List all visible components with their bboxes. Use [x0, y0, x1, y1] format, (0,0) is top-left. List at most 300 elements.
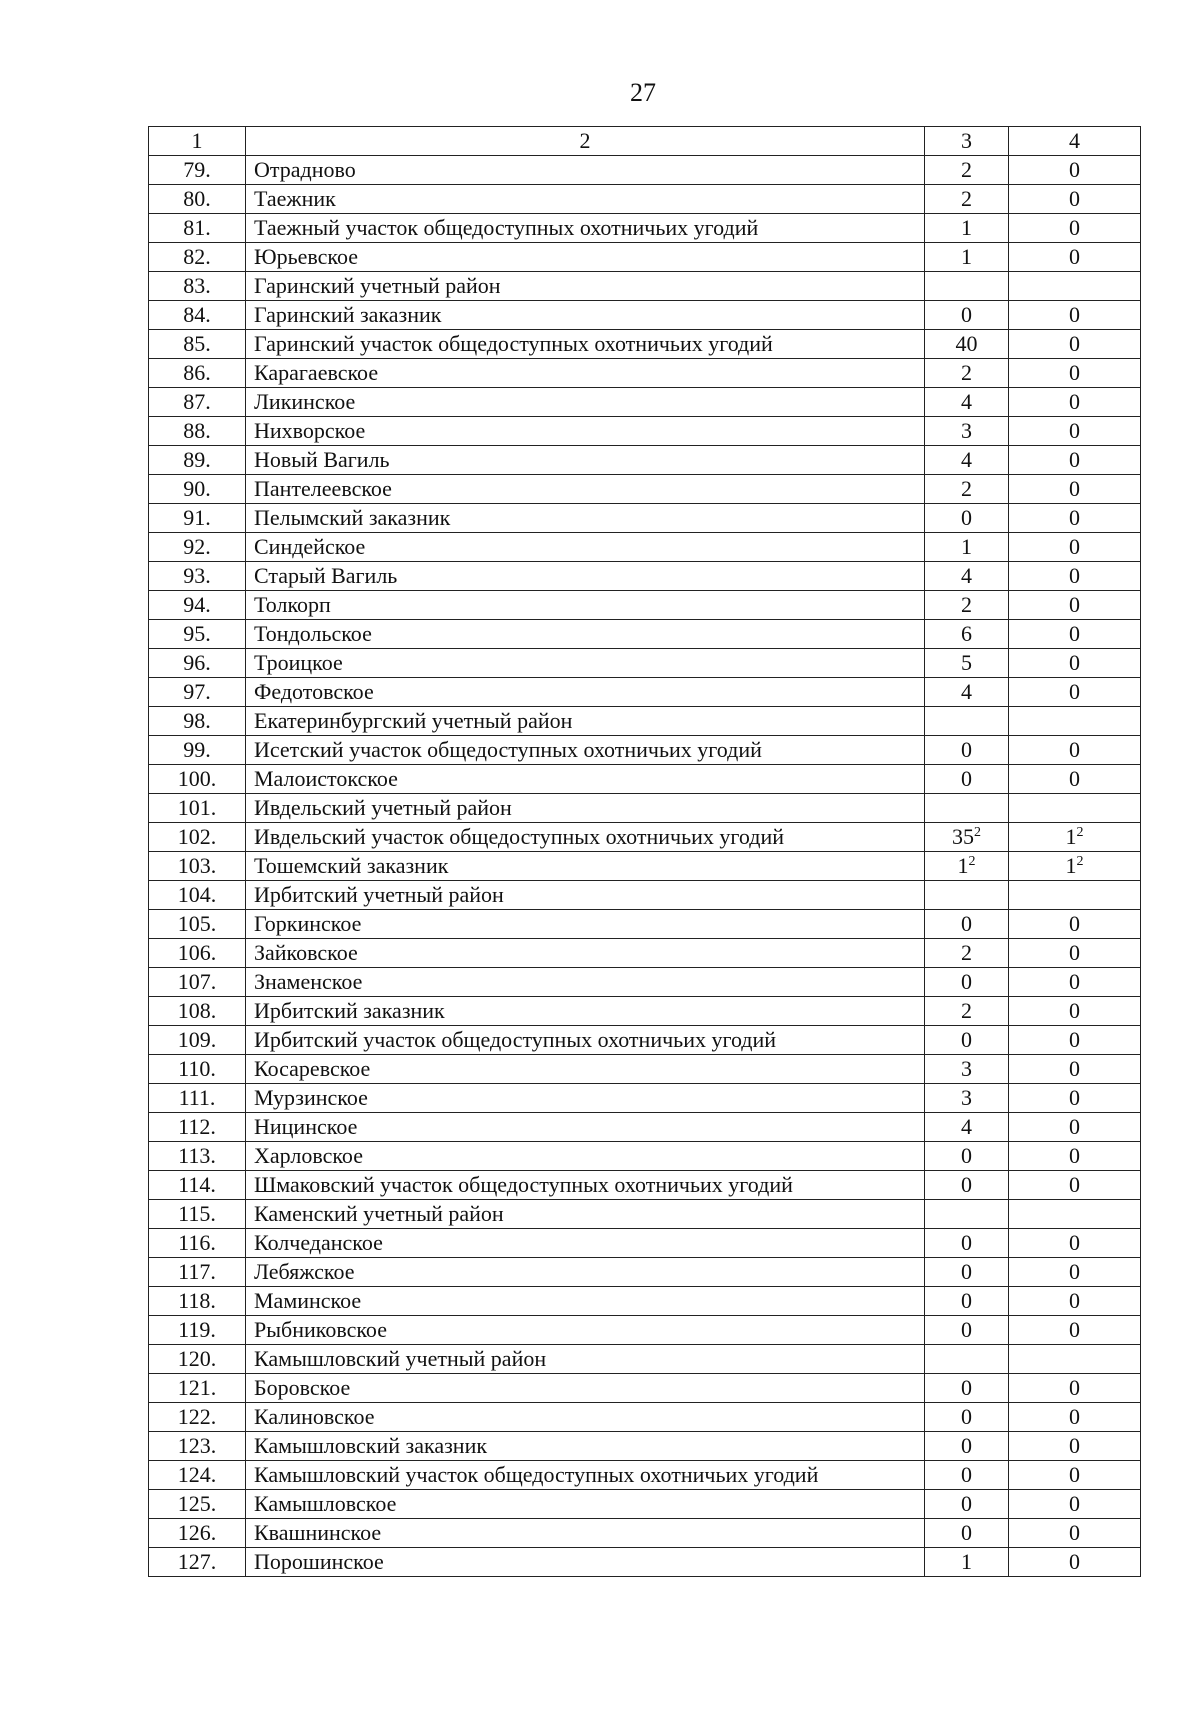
- row-number-cell-value: 116.: [178, 1230, 216, 1255]
- row-col4-cell: [1009, 1142, 1141, 1171]
- row-name-cell: [246, 533, 925, 562]
- row-number-cell-value: 91.: [183, 505, 211, 530]
- table-row: [149, 736, 1141, 765]
- header-col-3: 3: [925, 127, 1009, 156]
- row-name-cell-value: Малоистокское: [254, 766, 398, 791]
- row-name-cell: [246, 446, 925, 475]
- row-number-cell-value: 117.: [178, 1259, 216, 1284]
- row-col3-cell-value: 0: [961, 1462, 972, 1487]
- row-col4-cell: [1009, 1374, 1141, 1403]
- row-name-cell: [246, 272, 925, 301]
- row-col3-cell: [925, 446, 1009, 475]
- row-col4-cell: [1009, 678, 1141, 707]
- row-number-cell: [149, 330, 246, 359]
- row-col3-cell: [925, 1461, 1009, 1490]
- row-number-cell-value: 80.: [183, 186, 211, 211]
- row-name-cell-value: Пантелеевское: [254, 476, 392, 501]
- row-col4-cell: [1009, 852, 1141, 881]
- row-name-cell: [246, 1490, 925, 1519]
- row-number-cell-value: 84.: [183, 302, 211, 327]
- row-name-cell-value: Екатеринбургский учетный район: [254, 708, 573, 733]
- row-number-cell: [149, 1287, 246, 1316]
- row-col4-cell: [1009, 359, 1141, 388]
- row-col4-cell-value: 0: [1069, 302, 1080, 327]
- row-name-cell: [246, 939, 925, 968]
- row-col4-cell-value: 0: [1069, 969, 1080, 994]
- row-col4-cell-value: 0: [1069, 1143, 1080, 1168]
- row-name-cell: [246, 765, 925, 794]
- table-row: [149, 1490, 1141, 1519]
- header-col-1: 1: [149, 127, 246, 156]
- row-col4-cell-value: 0: [1069, 998, 1080, 1023]
- table-row: [149, 1374, 1141, 1403]
- row-col3-cell-value: 0: [961, 737, 972, 762]
- header-col-4: 4: [1009, 127, 1141, 156]
- row-col4-cell-value: 0: [1069, 766, 1080, 791]
- page-number: 27: [630, 78, 656, 107]
- table-row: [149, 272, 1141, 301]
- row-col4-cell: [1009, 1316, 1141, 1345]
- row-col3-cell: [925, 968, 1009, 997]
- row-name-cell: [246, 1519, 925, 1548]
- row-number-cell-value: 97.: [183, 679, 211, 704]
- row-col3-cell: [925, 1432, 1009, 1461]
- row-col3-cell: [925, 794, 1009, 823]
- table-row: [149, 214, 1141, 243]
- row-name-cell-value: Новый Вагиль: [254, 447, 390, 472]
- row-col4-cell: [1009, 301, 1141, 330]
- row-col3-cell-value: 0: [961, 969, 972, 994]
- row-number-cell-value: 115.: [178, 1201, 216, 1226]
- row-number-cell-value: 79.: [183, 157, 211, 182]
- row-col4-cell-value: 0: [1069, 1549, 1080, 1574]
- row-name-cell: [246, 997, 925, 1026]
- row-col4-cell-value: 0: [1069, 1027, 1080, 1052]
- row-number-cell: [149, 939, 246, 968]
- row-name-cell: [246, 504, 925, 533]
- row-col4-cell: [1009, 1432, 1141, 1461]
- row-col4-cell: [1009, 214, 1141, 243]
- row-col4-cell: [1009, 1403, 1141, 1432]
- table-row: [149, 185, 1141, 214]
- row-col3-cell-value: 4: [961, 447, 972, 472]
- row-col3-cell: [925, 910, 1009, 939]
- row-name-cell: [246, 1345, 925, 1374]
- row-col3-cell: [925, 765, 1009, 794]
- row-col3-cell-value: 1: [961, 244, 972, 269]
- row-col3-cell: [925, 1113, 1009, 1142]
- row-col4-cell: [1009, 156, 1141, 185]
- row-col3-cell-value: 0: [961, 1433, 972, 1458]
- row-name-cell: [246, 678, 925, 707]
- row-col3-cell: [925, 1287, 1009, 1316]
- row-col3-cell: [925, 707, 1009, 736]
- row-number-cell-value: 99.: [183, 737, 211, 762]
- row-number-cell-value: 90.: [183, 476, 211, 501]
- row-name-cell-value: Гаринский участок общедоступных охотничьих угодий: [254, 331, 773, 356]
- row-number-cell-value: 107.: [177, 969, 217, 994]
- row-number-cell-value: 98.: [183, 708, 211, 733]
- row-number-cell-value: 114.: [178, 1172, 216, 1197]
- row-number-cell: [149, 1432, 246, 1461]
- row-col4-cell-value: 0: [1069, 1317, 1080, 1342]
- row-col4-cell-value: 0: [1069, 1375, 1080, 1400]
- row-number-cell: [149, 1026, 246, 1055]
- footnote-mark: 2: [974, 825, 981, 840]
- row-col4-cell: [1009, 1548, 1141, 1577]
- footnote-mark: 2: [1076, 854, 1084, 869]
- row-number-cell: [149, 881, 246, 910]
- row-col4-cell: [1009, 997, 1141, 1026]
- row-col4-cell: [1009, 1345, 1141, 1374]
- row-number-cell: [149, 417, 246, 446]
- row-name-cell: [246, 968, 925, 997]
- row-number-cell: [149, 1200, 246, 1229]
- row-col3-cell: [925, 852, 1009, 881]
- row-number-cell: [149, 1374, 246, 1403]
- row-col3-cell-value: 0: [961, 766, 972, 791]
- row-col3-cell-value: 3: [961, 418, 972, 443]
- row-number-cell: [149, 243, 246, 272]
- row-number-cell-value: 123.: [177, 1433, 217, 1458]
- row-col3-cell-value: 40: [955, 331, 978, 356]
- row-name-cell-value: Троицкое: [254, 650, 343, 675]
- row-col4-cell: [1009, 1171, 1141, 1200]
- row-name-cell-value: Мурзинское: [254, 1085, 368, 1110]
- row-name-cell: [246, 1171, 925, 1200]
- row-number-cell-value: 101.: [177, 795, 217, 820]
- row-number-cell: [149, 562, 246, 591]
- row-col3-cell-value: 0: [961, 1375, 972, 1400]
- table-row: [149, 1055, 1141, 1084]
- row-name-cell-value: Ирбитский заказник: [254, 998, 445, 1023]
- table-row: [149, 1142, 1141, 1171]
- row-name-cell-value: Маминское: [254, 1288, 362, 1313]
- row-number-cell: [149, 1316, 246, 1345]
- row-number-cell-value: 118.: [178, 1288, 216, 1313]
- row-col4-cell-value: 0: [1069, 360, 1080, 385]
- row-col4-cell-value: 0: [1069, 331, 1080, 356]
- row-col4-cell-value: 0: [1069, 505, 1080, 530]
- row-number-cell-value: 87.: [183, 389, 211, 414]
- row-col3-cell: [925, 1200, 1009, 1229]
- row-col4-cell: [1009, 446, 1141, 475]
- table-body: [149, 127, 1141, 1577]
- row-number-cell-value: 82.: [183, 244, 211, 269]
- row-number-cell: [149, 185, 246, 214]
- row-name-cell: [246, 736, 925, 765]
- row-number-cell-value: 105.: [177, 911, 217, 936]
- row-col4-cell: [1009, 794, 1141, 823]
- table-row: [149, 1519, 1141, 1548]
- row-col3-cell-value: 6: [961, 621, 972, 646]
- row-col3-cell-value: 0: [961, 1404, 972, 1429]
- row-col3-cell-value: 3: [961, 1085, 972, 1110]
- row-col4-cell: [1009, 1055, 1141, 1084]
- row-col3-cell: [925, 243, 1009, 272]
- row-number-cell: [149, 765, 246, 794]
- row-name-cell-value: Боровское: [254, 1375, 351, 1400]
- row-number-cell: [149, 504, 246, 533]
- row-col3-cell: [925, 359, 1009, 388]
- table-row: [149, 1171, 1141, 1200]
- row-name-cell: [246, 1055, 925, 1084]
- table-row: [149, 649, 1141, 678]
- table-row: [149, 1345, 1141, 1374]
- table-row: [149, 446, 1141, 475]
- row-number-cell: [149, 910, 246, 939]
- row-col3-cell: [925, 475, 1009, 504]
- table-row: [149, 968, 1141, 997]
- row-number-cell: [149, 1113, 246, 1142]
- row-col4-cell: [1009, 649, 1141, 678]
- row-number-cell: [149, 1519, 246, 1548]
- table-row: [149, 939, 1141, 968]
- row-name-cell: [246, 388, 925, 417]
- row-col3-cell: [925, 1519, 1009, 1548]
- row-col4-cell-value: 0: [1069, 1114, 1080, 1139]
- table-row: [149, 388, 1141, 417]
- row-name-cell-value: Камышловский участок общедоступных охотничьих угодий: [254, 1462, 819, 1487]
- row-col3-cell: [925, 1171, 1009, 1200]
- row-name-cell-value: Ирбитский участок общедоступных охотничьих угодий: [254, 1027, 777, 1052]
- row-col3-cell: [925, 533, 1009, 562]
- row-col4-cell-value: 0: [1069, 1433, 1080, 1458]
- table-row: [149, 910, 1141, 939]
- row-col3-cell: [925, 939, 1009, 968]
- row-col4-cell: [1009, 1026, 1141, 1055]
- row-col4-cell-value: 0: [1069, 476, 1080, 501]
- row-name-cell: [246, 1548, 925, 1577]
- row-name-cell-value: Каменский учетный район: [254, 1201, 504, 1226]
- table-row: [149, 533, 1141, 562]
- row-number-cell: [149, 1055, 246, 1084]
- row-col3-cell-value: 3: [961, 1056, 972, 1081]
- row-col4-cell: [1009, 1084, 1141, 1113]
- table-row: [149, 475, 1141, 504]
- row-number-cell: [149, 736, 246, 765]
- row-name-cell: [246, 1403, 925, 1432]
- row-name-cell: [246, 185, 925, 214]
- row-col3-cell: [925, 388, 1009, 417]
- row-number-cell: [149, 1258, 246, 1287]
- row-col3-cell-value: 2: [961, 998, 972, 1023]
- table-row: [149, 562, 1141, 591]
- row-col3-cell-value: 1: [957, 853, 969, 878]
- row-col3-cell: [925, 1258, 1009, 1287]
- row-number-cell-value: 124.: [177, 1462, 217, 1487]
- row-name-cell-value: Карагаевское: [254, 360, 379, 385]
- row-name-cell-value: Квашнинское: [254, 1520, 382, 1545]
- row-col3-cell: [925, 1374, 1009, 1403]
- row-number-cell: [149, 649, 246, 678]
- row-col3-cell-value: 0: [961, 1172, 972, 1197]
- header-col-2: 2: [246, 127, 925, 156]
- row-col4-cell-value: 0: [1069, 157, 1080, 182]
- row-name-cell: [246, 881, 925, 910]
- row-number-cell: [149, 794, 246, 823]
- row-name-cell-value: Шмаковский участок общедоступных охотничьих угодий: [254, 1172, 793, 1197]
- row-col3-cell-value: 0: [961, 1230, 972, 1255]
- row-col3-cell: [925, 1055, 1009, 1084]
- row-col3-cell-value: 0: [961, 911, 972, 936]
- row-name-cell: [246, 852, 925, 881]
- row-col3-cell: [925, 301, 1009, 330]
- row-name-cell-value: Старый Вагиль: [254, 563, 398, 588]
- row-col3-cell-value: 2: [961, 186, 972, 211]
- row-col3-cell: [925, 417, 1009, 446]
- row-col4-cell: [1009, 881, 1141, 910]
- footnote-mark: 2: [1076, 825, 1084, 840]
- row-name-cell: [246, 475, 925, 504]
- table-row: [149, 1287, 1141, 1316]
- row-col4-cell: [1009, 823, 1141, 852]
- row-number-cell-value: 108.: [177, 998, 217, 1023]
- row-name-cell: [246, 707, 925, 736]
- table-row: [149, 1084, 1141, 1113]
- row-col4-cell-value: 0: [1069, 737, 1080, 762]
- row-col4-cell-value: 0: [1069, 1462, 1080, 1487]
- table-row: [149, 417, 1141, 446]
- row-col4-cell: [1009, 707, 1141, 736]
- row-col3-cell: [925, 272, 1009, 301]
- table-row: [149, 359, 1141, 388]
- row-col4-cell: [1009, 1200, 1141, 1229]
- row-number-cell: [149, 1345, 246, 1374]
- row-number-cell: [149, 272, 246, 301]
- row-name-cell-value: Камышловский заказник: [254, 1433, 488, 1458]
- row-name-cell-value: Калиновское: [254, 1404, 375, 1429]
- data-table: [148, 126, 1141, 1577]
- row-col3-cell: [925, 156, 1009, 185]
- row-col4-cell-value: 0: [1069, 621, 1080, 646]
- row-name-cell: [246, 591, 925, 620]
- row-col4-cell: [1009, 736, 1141, 765]
- table-row: [149, 881, 1141, 910]
- row-number-cell: [149, 678, 246, 707]
- row-name-cell-value: Ивдельский участок общедоступных охотничьих угодий: [254, 824, 785, 849]
- row-col3-cell-value: 0: [961, 302, 972, 327]
- row-number-cell-value: 126.: [177, 1520, 217, 1545]
- row-col3-cell: [925, 620, 1009, 649]
- row-col3-cell: [925, 1345, 1009, 1374]
- row-name-cell-value: Толкорп: [254, 592, 331, 617]
- row-name-cell: [246, 562, 925, 591]
- row-number-cell: [149, 1490, 246, 1519]
- footnote-mark: 2: [968, 854, 976, 869]
- table-row: [149, 1229, 1141, 1258]
- row-col3-cell-value: 2: [961, 476, 972, 501]
- table-row: [149, 1026, 1141, 1055]
- row-col3-cell-value: 0: [961, 1143, 972, 1168]
- row-number-cell-value: 100.: [177, 766, 217, 791]
- row-col4-cell: [1009, 1113, 1141, 1142]
- row-col4-cell: [1009, 1461, 1141, 1490]
- row-name-cell-value: Харловское: [254, 1143, 363, 1168]
- row-col4-cell: [1009, 185, 1141, 214]
- row-col3-cell: [925, 649, 1009, 678]
- row-number-cell: [149, 1548, 246, 1577]
- table-row: [149, 620, 1141, 649]
- row-name-cell: [246, 1026, 925, 1055]
- row-number-cell-value: 109.: [177, 1027, 217, 1052]
- row-name-cell: [246, 156, 925, 185]
- row-number-cell-value: 127.: [177, 1549, 217, 1574]
- row-col4-cell-value: 0: [1069, 215, 1080, 240]
- row-name-cell-value: Таежный участок общедоступных охотничьих угодий: [254, 215, 759, 240]
- row-col3-cell-value: 1: [961, 534, 972, 559]
- row-col4-cell: [1009, 1229, 1141, 1258]
- row-col4-cell: [1009, 1258, 1141, 1287]
- row-name-cell: [246, 1258, 925, 1287]
- row-col4-cell-value: 0: [1069, 1491, 1080, 1516]
- row-number-cell-value: 111.: [178, 1085, 216, 1110]
- row-col4-cell: [1009, 1490, 1141, 1519]
- table-row: [149, 301, 1141, 330]
- table-row: [149, 1113, 1141, 1142]
- row-number-cell-value: 106.: [177, 940, 217, 965]
- row-col4-cell: [1009, 272, 1141, 301]
- row-col3-cell-value: 4: [961, 679, 972, 704]
- table-row: [149, 765, 1141, 794]
- row-col3-cell: [925, 1316, 1009, 1345]
- row-name-cell: [246, 359, 925, 388]
- row-name-cell-value: Синдейское: [254, 534, 366, 559]
- row-number-cell: [149, 707, 246, 736]
- row-col3-cell-value: 2: [961, 940, 972, 965]
- table-row: [149, 1461, 1141, 1490]
- table-row: [149, 1258, 1141, 1287]
- row-name-cell: [246, 1461, 925, 1490]
- row-number-cell: [149, 301, 246, 330]
- table-row: [149, 504, 1141, 533]
- row-col4-cell-value: 1: [1065, 824, 1077, 849]
- row-number-cell-value: 112.: [178, 1114, 216, 1139]
- row-number-cell: [149, 1229, 246, 1258]
- row-col4-cell-value: 0: [1069, 1520, 1080, 1545]
- row-col3-cell: [925, 591, 1009, 620]
- row-name-cell: [246, 1287, 925, 1316]
- row-number-cell-value: 95.: [183, 621, 211, 646]
- row-col3-cell: [925, 1403, 1009, 1432]
- row-name-cell-value: Знаменское: [254, 969, 363, 994]
- row-col4-cell: [1009, 591, 1141, 620]
- row-name-cell-value: Федотовское: [254, 679, 374, 704]
- table-row: [149, 156, 1141, 185]
- row-col3-cell: [925, 330, 1009, 359]
- row-col4-cell-value: 0: [1069, 1259, 1080, 1284]
- row-col3-cell-value: 0: [961, 1520, 972, 1545]
- row-col3-cell-value: 2: [961, 592, 972, 617]
- row-name-cell-value: Исетский участок общедоступных охотничьих угодий: [254, 737, 762, 762]
- row-name-cell-value: Отрадново: [254, 157, 356, 182]
- row-col4-cell: [1009, 562, 1141, 591]
- row-col4-cell-value: 0: [1069, 186, 1080, 211]
- row-name-cell-value: Порошинское: [254, 1549, 384, 1574]
- row-col3-cell: [925, 1548, 1009, 1577]
- row-col4-cell: [1009, 1287, 1141, 1316]
- row-number-cell: [149, 1403, 246, 1432]
- row-number-cell: [149, 823, 246, 852]
- row-col4-cell: [1009, 417, 1141, 446]
- row-number-cell-value: 102.: [177, 824, 217, 849]
- row-col3-cell-value: 1: [961, 1549, 972, 1574]
- row-name-cell: [246, 214, 925, 243]
- row-col3-cell-value: 2: [961, 157, 972, 182]
- row-col4-cell-value: 0: [1069, 940, 1080, 965]
- table-row: [149, 707, 1141, 736]
- row-name-cell: [246, 823, 925, 852]
